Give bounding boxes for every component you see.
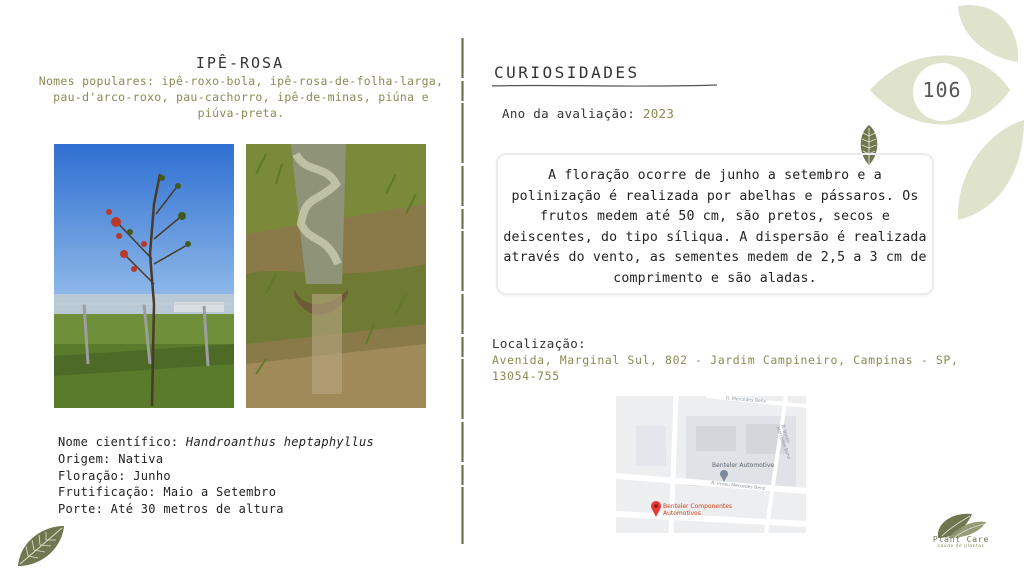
species-facts xyxy=(58,434,374,518)
origin: Origem: Nativa xyxy=(58,451,164,466)
fruiting: Frutificação: Maio a Setembro xyxy=(58,485,277,500)
map-street-label: R. Irineu Mercedes Benz xyxy=(710,481,766,492)
curiosities-title: CURIOSIDADES xyxy=(494,63,640,82)
brand-name: Plant Care xyxy=(932,535,990,544)
title-underline xyxy=(492,83,717,89)
scientific-name: Nome científico: Handroanthus heptaphyllus xyxy=(58,435,375,449)
leaf-icon xyxy=(14,522,66,568)
year-value: 2023 xyxy=(642,106,675,121)
vertical-divider xyxy=(460,38,465,544)
location-label: Localização: xyxy=(492,336,586,351)
evaluation-year: Ano da avaliação: 2023 xyxy=(502,106,675,121)
popular-names: Nomes populares: ipê-roxo-bola, ipê-rosa-de-folha-larga, pau-d'arco-roxo, pau-cachorro, ipê-de-minas, piúna e piúva-preta. xyxy=(38,74,444,120)
location-address: Avenida, Marginal Sul, 802 - Jardim Campineiro, Campinas - SP, 13054-755 xyxy=(492,353,959,383)
map-label-place1: Benteler Automotive xyxy=(712,462,775,469)
scientific-name-value: Handroanthus heptaphyllus xyxy=(185,435,375,449)
map-street-label: R. Mercedes Benz xyxy=(725,396,767,405)
size: Porte: Até 30 metros de altura xyxy=(58,502,284,517)
tree-photo xyxy=(54,144,234,408)
flowering: Floração: Junho xyxy=(58,468,171,483)
species-title: IPÊ-ROSA xyxy=(195,54,285,72)
location-map[interactable] xyxy=(616,396,806,533)
brand-tagline: saúde de plantas xyxy=(937,544,985,549)
curiosities-text: A floração ocorre de junho a setembro e a polinização é realizada por abelhas e pássaros. Os frutos medem até 50 cm, são pretos, secos e deiscentes, do tipo síliqua. A dispersão é realizada através do vento, as sementes medem de 2,5 a 3 cm de comprimento e são aladas. xyxy=(503,168,927,286)
trunk-photo xyxy=(246,144,426,408)
page-number: 106 xyxy=(922,78,962,102)
map-label-place2: Benteler Componentes Automotivos xyxy=(663,503,733,517)
map-street-label: R. Irineu Mercedes Benz xyxy=(774,424,791,460)
